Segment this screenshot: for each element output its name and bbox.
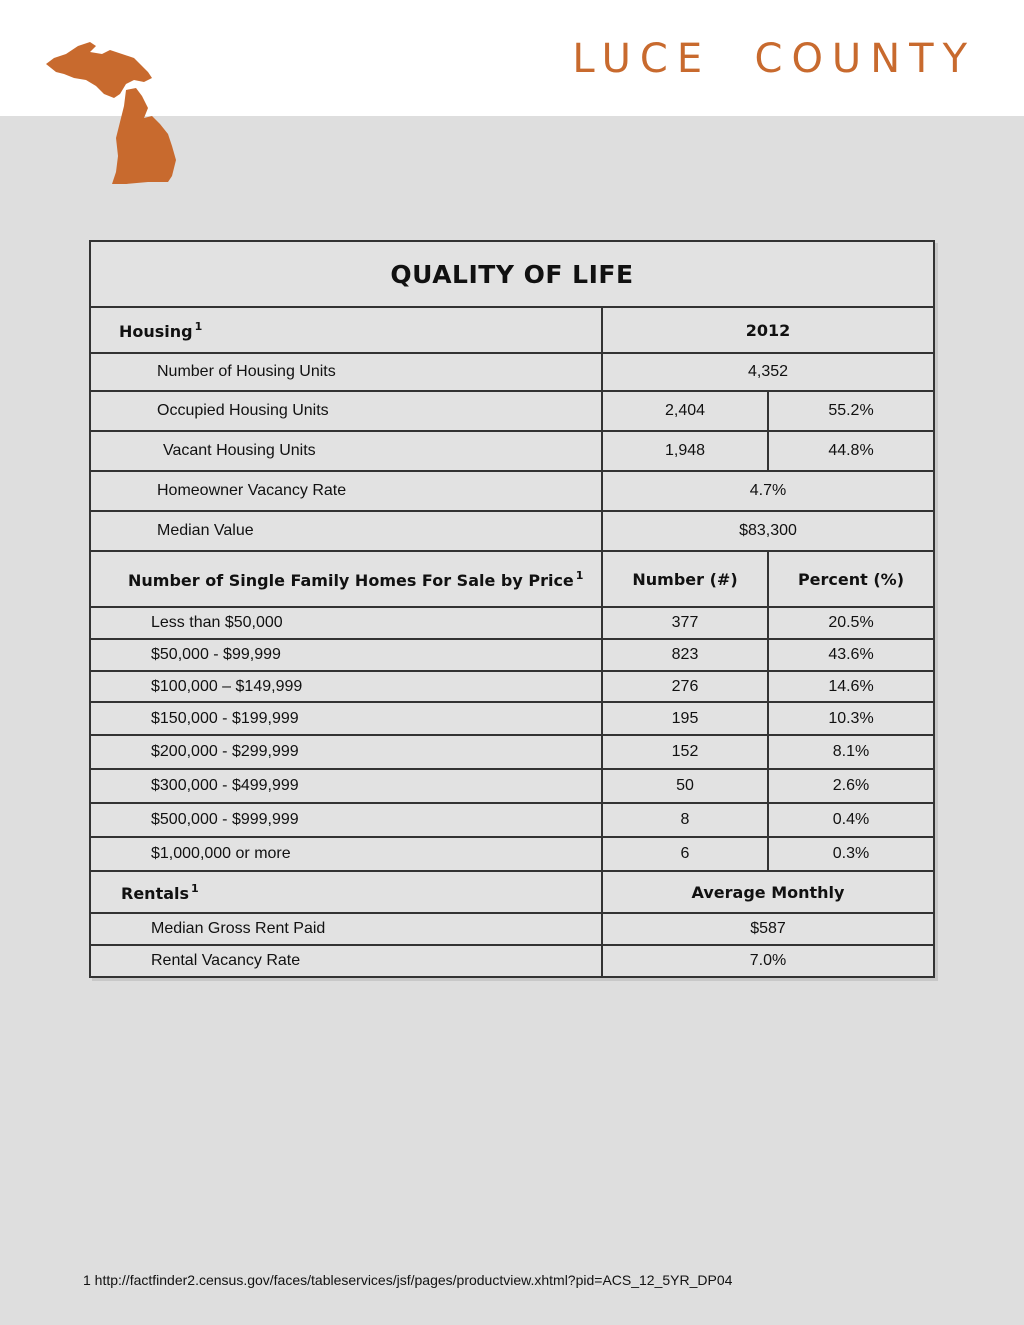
table-row <box>90 431 934 471</box>
table-row <box>90 671 934 702</box>
table-row <box>90 702 934 735</box>
table-row <box>90 353 934 391</box>
footnote-ref: 1 <box>194 319 203 333</box>
homes-for-sale-header-row <box>90 551 934 607</box>
row-number: 823 <box>602 639 768 671</box>
row-percent: 8.1% <box>768 735 934 769</box>
rentals-header-row <box>90 871 934 913</box>
michigan-map-icon <box>40 38 192 186</box>
row-percent: 0.3% <box>768 837 934 871</box>
county-title: LUCE COUNTY <box>572 36 976 82</box>
table-row <box>90 511 934 551</box>
table-row <box>90 913 934 945</box>
footnote-ref: 1 <box>575 568 584 582</box>
row-percent: 14.6% <box>768 671 934 702</box>
footnote-ref: 1 <box>191 881 199 895</box>
row-label: Median Value <box>90 511 602 551</box>
row-value: 7.0% <box>602 945 934 977</box>
row-percent: 44.8% <box>768 431 934 471</box>
price-range: $1,000,000 or more <box>90 837 602 871</box>
row-number: 1,948 <box>602 431 768 471</box>
row-number: 152 <box>602 735 768 769</box>
row-percent: 20.5% <box>768 607 934 639</box>
row-percent: 0.4% <box>768 803 934 837</box>
row-label: Vacant Housing Units <box>90 431 602 471</box>
row-number: 276 <box>602 671 768 702</box>
table-row <box>90 471 934 511</box>
housing-section-label: Housing <box>119 321 193 341</box>
price-range: $150,000 - $199,999 <box>90 702 602 735</box>
row-value: 4.7% <box>602 471 934 511</box>
homes-for-sale-label: Number of Single Family Homes For Sale by Price <box>128 570 574 590</box>
page-header <box>0 0 1024 116</box>
table-row <box>90 945 934 977</box>
rentals-section-label: Rentals <box>121 883 190 903</box>
row-label: Occupied Housing Units <box>90 391 602 431</box>
table-row <box>90 803 934 837</box>
housing-header-row <box>90 307 934 353</box>
average-monthly-header: Average Monthly <box>602 871 934 913</box>
housing-year-header: 2012 <box>602 307 934 353</box>
row-value: 4,352 <box>602 353 934 391</box>
number-column-header: Number (#) <box>602 551 768 607</box>
row-number: 2,404 <box>602 391 768 431</box>
row-value: $83,300 <box>602 511 934 551</box>
row-number: 195 <box>602 702 768 735</box>
price-range: $100,000 – $149,999 <box>90 671 602 702</box>
row-percent: 55.2% <box>768 391 934 431</box>
row-label: Number of Housing Units <box>90 353 602 391</box>
table-row <box>90 837 934 871</box>
row-number: 50 <box>602 769 768 803</box>
table-row <box>90 607 934 639</box>
row-label: Homeowner Vacancy Rate <box>90 471 602 511</box>
source-footnote: 1 http://factfinder2.census.gov/faces/tableservices/jsf/pages/productview.xhtml?pid=ACS_12_5YR_DP04 <box>83 1272 733 1288</box>
row-label: Rental Vacancy Rate <box>90 945 602 977</box>
row-percent: 10.3% <box>768 702 934 735</box>
row-percent: 43.6% <box>768 639 934 671</box>
table-title-row <box>90 241 934 307</box>
price-range: Less than $50,000 <box>90 607 602 639</box>
row-number: 8 <box>602 803 768 837</box>
row-number: 6 <box>602 837 768 871</box>
percent-column-header: Percent (%) <box>768 551 934 607</box>
table-row <box>90 639 934 671</box>
table-row <box>90 391 934 431</box>
row-number: 377 <box>602 607 768 639</box>
price-range: $500,000 - $999,999 <box>90 803 602 837</box>
table-title: QUALITY OF LIFE <box>390 259 634 289</box>
table-row <box>90 735 934 769</box>
table-row <box>90 769 934 803</box>
quality-of-life-table <box>89 240 935 978</box>
row-percent: 2.6% <box>768 769 934 803</box>
price-range: $200,000 - $299,999 <box>90 735 602 769</box>
price-range: $300,000 - $499,999 <box>90 769 602 803</box>
price-range: $50,000 - $99,999 <box>90 639 602 671</box>
row-value: $587 <box>602 913 934 945</box>
row-label: Median Gross Rent Paid <box>90 913 602 945</box>
